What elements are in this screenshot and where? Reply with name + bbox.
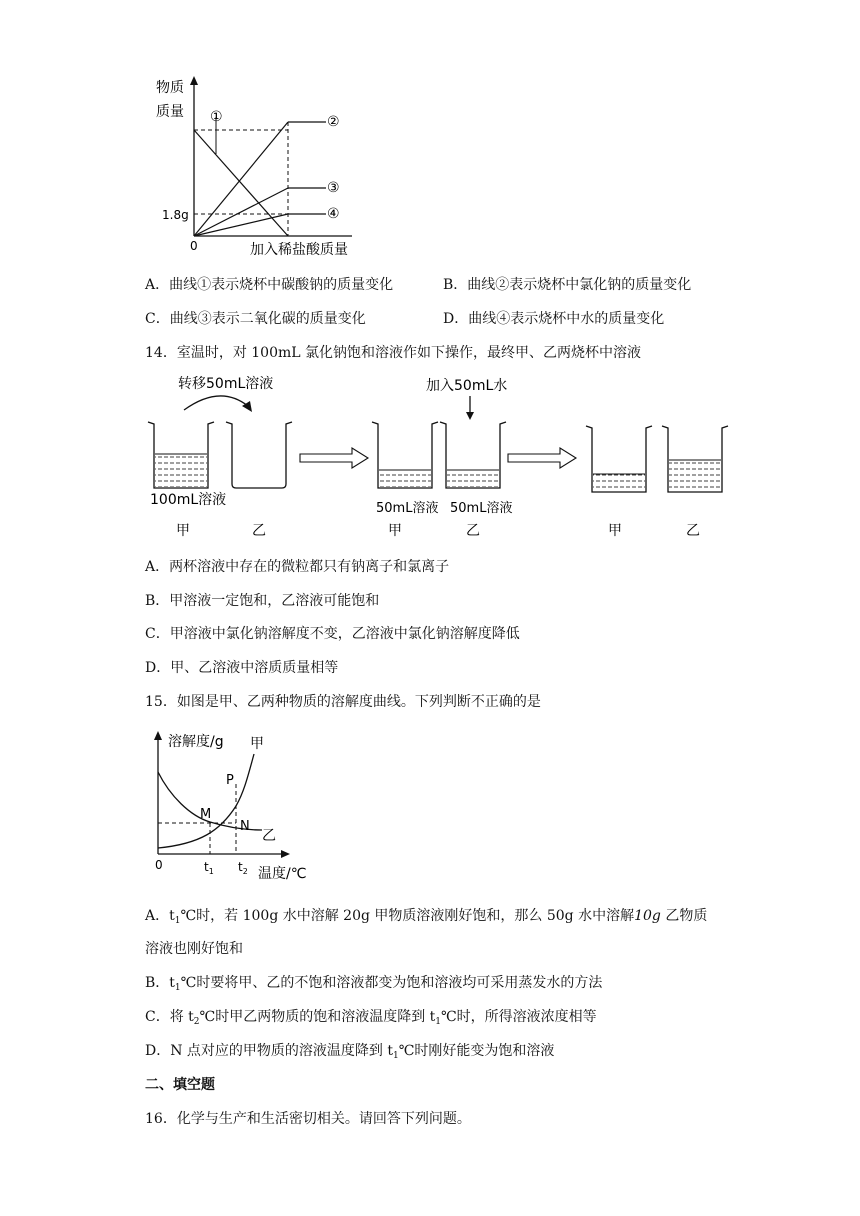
q15-stem: 15．如图是甲、乙两种物质的溶解度曲线。下列判断不正确的是 [145, 694, 541, 710]
curve-2 [194, 122, 288, 236]
q13-figure [140, 70, 370, 260]
q15-option-a-part2: ℃时，若 100g 水中溶解 20g 甲物质溶液刚好饱和，那么 50g 水中溶解 [180, 908, 635, 924]
stage1-beaker-jia [148, 422, 214, 488]
q15-option-b-part2: ℃时要将甲、乙的不饱和溶液都变为饱和溶液均可采用蒸发水的方法 [180, 975, 603, 991]
point-m-label: M [200, 807, 212, 822]
stage3-yi-label: 乙 [686, 523, 700, 539]
y-axis-arrow [154, 731, 162, 740]
q13-option-c: C．曲线③表示二氧化碳的质量变化 [145, 311, 366, 327]
q15-option-b-part1: B．t [145, 975, 175, 991]
stage2-jia-label: 甲 [388, 523, 402, 539]
q15-option-c-sub2: 1 [435, 1017, 442, 1027]
stage2-yi-volume-label: 50mL溶液 [450, 501, 513, 516]
q15-option-b-sub: 1 [174, 983, 181, 993]
point-p-label: P [226, 773, 234, 788]
q13-option-b: B．曲线②表示烧杯中氯化钠的质量变化 [443, 277, 692, 293]
transfer-arrow [184, 396, 248, 410]
q15-option-a-part1: A．t [145, 908, 175, 924]
y-label-line2: 质量 [156, 104, 184, 120]
point-n-label: N [240, 819, 250, 834]
q15-option-a-line2: 溶液也刚好饱和 [145, 941, 243, 957]
curve-4 [194, 214, 288, 236]
process-arrow-1 [300, 448, 368, 468]
process-arrow-2 [508, 448, 576, 468]
add-water-label: 加入50mL水 [426, 378, 508, 394]
q13-option-a: A．曲线①表示烧杯中碳酸钠的质量变化 [145, 277, 394, 293]
stage3-beaker-jia [586, 426, 652, 492]
curve-jia-label: 甲 [250, 736, 264, 752]
origin-label: 0 [155, 858, 163, 872]
t1-letter: t [204, 860, 209, 874]
curve-yi-label: 乙 [262, 828, 276, 844]
stage2-beaker-yi [440, 422, 506, 488]
q14-figure [140, 370, 740, 540]
curve-4-label: ④ [327, 206, 340, 222]
q15-option-d [145, 1042, 554, 1065]
q14-option-a: A．两杯溶液中存在的微粒都只有钠离子和氯离子 [145, 559, 450, 575]
section-heading-fill-in: 二、填空题 [145, 1077, 215, 1093]
stage1-jia-label: 甲 [176, 523, 190, 539]
q15-option-d-part1: D．N 点对应的甲物质的溶液温度降到 t [145, 1043, 394, 1059]
x-label: 加入稀盐酸质量 [250, 242, 348, 258]
t1-label [204, 860, 214, 876]
curve-1-label: ① [210, 109, 223, 125]
x-label: 温度/℃ [258, 866, 307, 882]
q15-option-a-line1 [145, 907, 707, 930]
stage2-jia-volume-label: 50mL溶液 [376, 501, 439, 516]
q15-option-a-part3: 乙物质 [660, 908, 708, 924]
y-label: 溶解度/g [168, 734, 224, 750]
x-axis-arrow [281, 850, 290, 858]
stage2-beaker-jia [372, 422, 438, 488]
y-tick-1.8g: 1.8g [162, 208, 189, 222]
t2-letter: t [238, 860, 243, 874]
curve-2-label: ② [327, 114, 340, 130]
y-label-line1: 物质 [156, 80, 184, 96]
q15-option-c [145, 1008, 597, 1031]
q13-option-d: D．曲线④表示烧杯中水的质量变化 [443, 311, 665, 327]
curve-1 [194, 130, 288, 236]
t2-subscript: 2 [242, 867, 248, 876]
stage3-beaker-yi [662, 426, 728, 492]
stage1-beaker-yi [226, 422, 292, 488]
q14-option-d: D．甲、乙溶液中溶质质量相等 [145, 660, 339, 676]
q16-stem: 16．化学与生产和生活密切相关。请回答下列问题。 [145, 1111, 471, 1127]
q14-stem: 14．室温时，对 100mL 氯化钠饱和溶液作如下操作，最终甲、乙两烧杯中溶液 [145, 345, 642, 361]
q15-option-a-italic: 10g [634, 908, 661, 924]
q15-option-c-part3: ℃时，所得溶液浓度相等 [441, 1009, 597, 1025]
q15-option-d-part2: ℃时刚好能变为饱和溶液 [398, 1043, 555, 1059]
q14-option-c: C．甲溶液中氯化钠溶解度不变，乙溶液中氯化钠溶解度降低 [145, 626, 520, 642]
q15-option-c-part2: ℃时甲乙两物质的饱和溶液温度降到 t [199, 1009, 436, 1025]
q15-option-d-sub: 1 [393, 1051, 399, 1061]
q14-option-b: B．甲溶液一定饱和，乙溶液可能饱和 [145, 593, 380, 609]
stage1-volume-label: 100mL溶液 [150, 492, 227, 508]
curve-3 [194, 188, 288, 236]
origin-label: 0 [190, 239, 198, 253]
stage3-jia-label: 甲 [608, 523, 622, 539]
q15-figure [140, 726, 340, 886]
t2-label [238, 860, 248, 876]
q15-option-a-sub: 1 [174, 916, 181, 926]
q15-option-b [145, 974, 602, 997]
transfer-label: 转移50mL溶液 [178, 376, 274, 392]
q15-option-c-part1: C．将 t [145, 1009, 194, 1025]
q15-option-c-sub1: 2 [193, 1017, 200, 1027]
stage1-yi-label: 乙 [252, 523, 266, 539]
y-axis-arrow [190, 76, 198, 85]
t1-subscript: 1 [208, 867, 214, 876]
curve-3-label: ③ [327, 180, 340, 196]
stage2-yi-label: 乙 [466, 523, 480, 539]
